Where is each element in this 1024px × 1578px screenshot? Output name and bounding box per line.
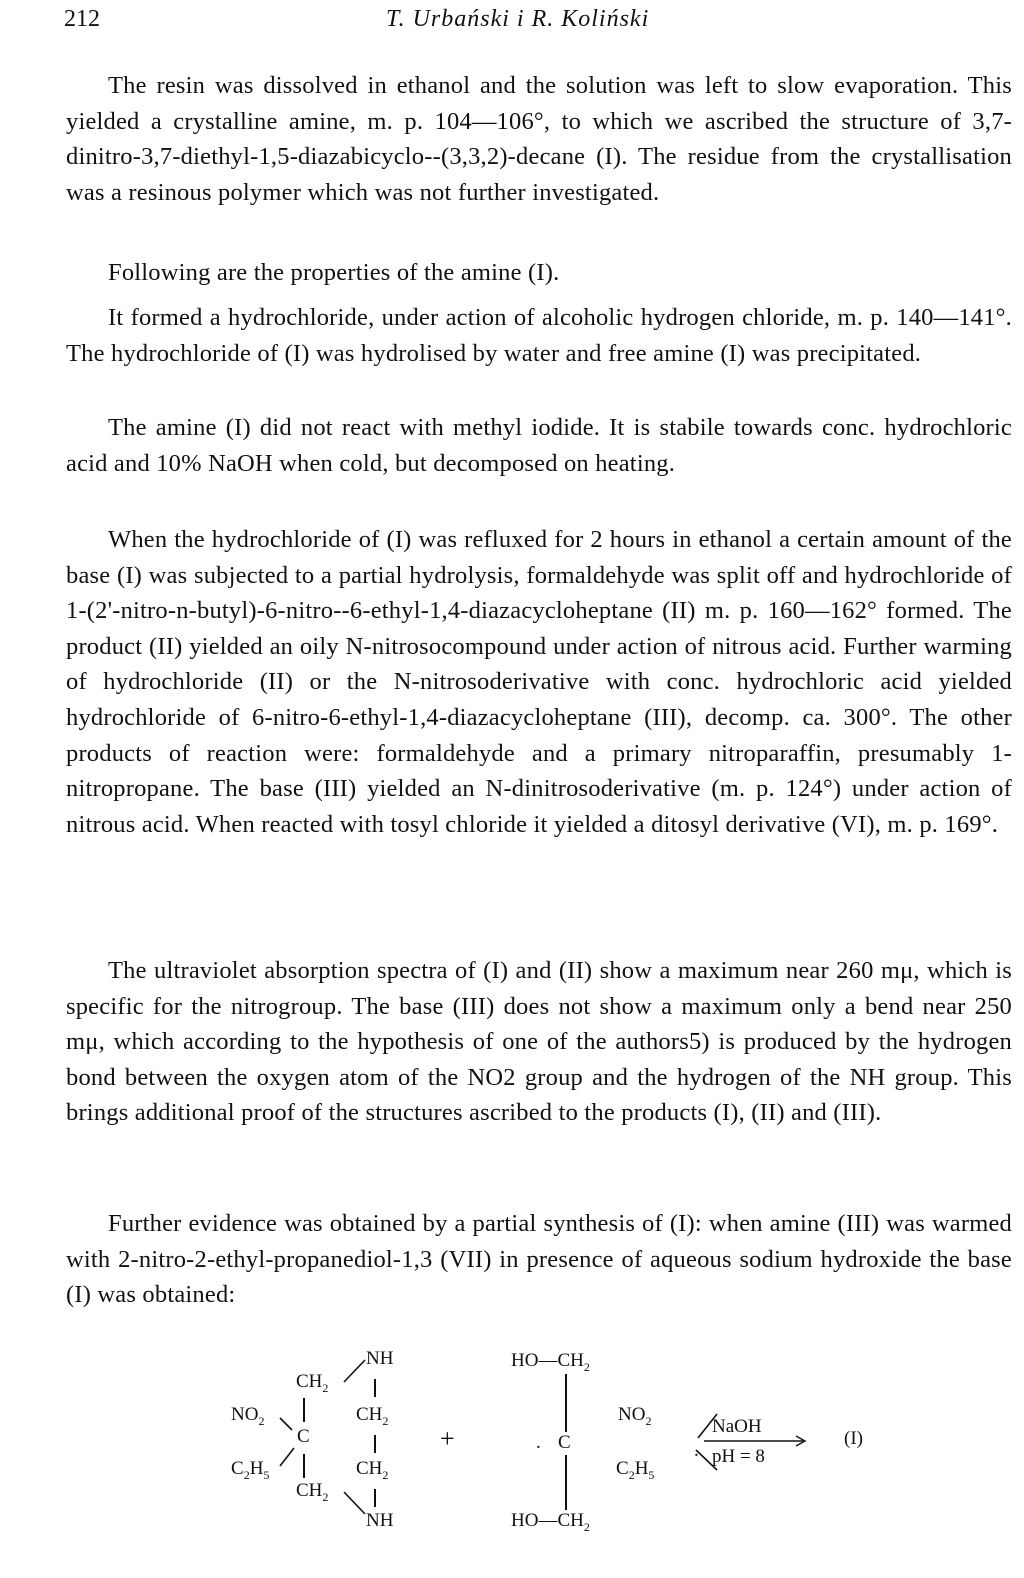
scheme-c-center-left: C	[297, 1426, 310, 1447]
scheme-product: (I)	[844, 1428, 863, 1449]
bond-ch2-nh-lower-diagonal	[344, 1492, 365, 1514]
scheme-dot: .	[536, 1432, 541, 1453]
bond-c-ch2-right	[565, 1455, 567, 1510]
scheme-no2-left: $NO_2$	[231, 1404, 265, 1428]
running-header-authors: T. Urbański i R. Koliński	[386, 6, 650, 32]
scheme-c2h5-right: $C_2H_5$	[616, 1458, 655, 1482]
scheme-dot-lower: .	[694, 1440, 699, 1461]
scheme-c2h5-left: $C_2H_5$	[231, 1458, 270, 1482]
scheme-condition-ph: pH = 8	[712, 1446, 765, 1467]
scheme-ch2-lower-left: $CH_2$	[296, 1480, 329, 1504]
page-number: 212	[64, 6, 100, 32]
bond-ch2-nh-diagonal	[344, 1360, 365, 1382]
scheme-ch2-upper-right: $CH_2$	[356, 1404, 389, 1428]
paragraph-hydrochloride: It formed a hydrochloride, under action of alcoholic hydrogen chloride, m. p. 140—141°. The hydrochloride of (I) was hydrolised by water and free amine (I) was precipitated.	[66, 304, 1012, 367]
paragraph-methyl-iodide: The amine (I) did not react with methyl iodide. It is stabile towards conc. hydrochloric acid and 10% NaOH when cold, but decomposed on heating.	[66, 414, 1012, 477]
paragraph-properties-intro: Following are the properties of the amine (I).	[108, 259, 560, 286]
scheme-no2-right: $NO_2$	[618, 1404, 652, 1428]
scheme-c-center-right: C	[558, 1432, 571, 1453]
scheme-nh-bottom: NH	[366, 1510, 394, 1531]
scheme-ho-ch2-top: $HO—CH_2$	[511, 1350, 590, 1374]
paragraph-partial-synthesis: Further evidence was obtained by a partial synthesis of (I): when amine (III) was warmed with 2-nitro-2-ethyl-propanediol-1,3 (VII) in presence of aqueous sodium hydroxide the base (I) was obtained:	[66, 1210, 1012, 1309]
scheme-nh-top: NH	[366, 1348, 394, 1369]
reaction-scheme	[228, 1346, 888, 1546]
scheme-ch2-upper-left: $CH_2$	[296, 1371, 329, 1395]
scheme-reagent-naoh: NaOH	[712, 1416, 762, 1437]
scheme-ch2-lower-right: $CH_2$	[356, 1458, 389, 1482]
paragraph-resin-dissolution: The resin was dissolved in ethanol and the solution was left to slow evaporation. This yielded a crystalline amine, m. p. 104—106°, to which we ascribed the structure of 3,7-dinitro-3,7-diethyl-1,5-diazabicyclo--(3,3,2)-decane (I). The residue from the crystallisation was a resinous polymer which was not further investigated.	[66, 72, 1012, 206]
bond-c2h5-c	[280, 1448, 294, 1466]
scheme-ho-ch2-bottom: $HO—CH_2$	[511, 1510, 590, 1534]
bond-ch2-c-right	[565, 1374, 567, 1432]
bond-no2-c	[280, 1418, 292, 1430]
paragraph-uv-spectra: The ultraviolet absorption spectra of (I) and (II) show a maximum near 260 mμ, which is specific for the nitrogroup. The base (III) does not show a maximum only a bend near 250 mμ, which according to the hypothesis of one of the authors5) is produced by the hydrogen bond between the oxygen atom of the NO2 group and the hydrogen of the NH group. This brings additional proof of the structures ascribed to the products (I), (II) and (III).	[66, 957, 1012, 1127]
paragraph-hydrolysis: When the hydrochloride of (I) was refluxed for 2 hours in ethanol a certain amount of the base (I) was subjected to a partial hydrolysis, formaldehyde was split off and hydrochloride of 1-(2'-nitro-n-butyl)-6-nitro--6-ethyl-1,4-diazacycloheptane (II) m. p. 160—162° formed. The product (II) yielded an oily N-nitrosocompound under action of nitrous acid. Further warming of hydrochloride (II) or the N-nitrosoderivative with conc. hydrochloric acid yielded hydrochloride of 6-nitro-6-ethyl-1,4-diazacycloheptane (III), decomp. ca. 300°. The other products of reaction were: formaldehyde and a primary nitroparaffin, presumably 1-nitropropane. The base (III) yielded an N-dinitrosoderivative (m. p. 124°) under action of nitrous acid. When reacted with tosyl chloride it yielded a ditosyl derivative (VI), m. p. 169°.	[66, 526, 1012, 838]
scheme-plus: +	[440, 1424, 455, 1453]
